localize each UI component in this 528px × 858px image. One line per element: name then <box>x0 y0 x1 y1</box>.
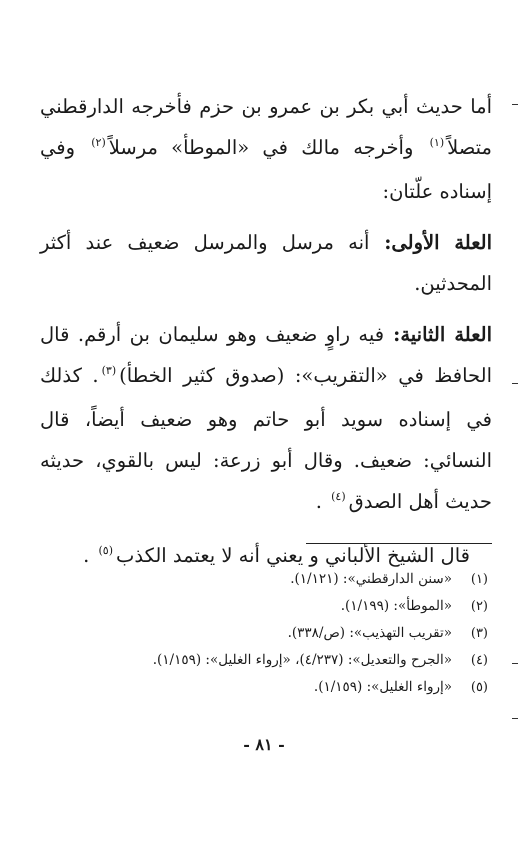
footnote <box>40 674 492 701</box>
footnote-number: (١) <box>470 572 488 587</box>
margin-mark <box>512 104 518 105</box>
footnote-text: «تقريب التهذيب»: (ص/٣٣٨). <box>287 625 452 641</box>
footnote <box>40 647 492 674</box>
page-number: - ٨١ - <box>243 735 285 754</box>
paragraph-text: فيه راوٍ ضعيف وهو سليمان بن أرقم. قال الحافظ في «التقريب»: (صدوق كثير الخطأ) <box>40 323 492 387</box>
margin-mark <box>512 718 518 719</box>
paragraph-text: وفي إسناده علّتان: <box>40 136 492 203</box>
margin-mark <box>512 663 518 664</box>
footnote-text: «إرواء الغليل»: (١/١٥٩). <box>313 679 452 695</box>
paragraph-text: . كذلك في إسناده سويد أبو حاتم وهو ضعيف أيضاً، قال النسائي: ضعيف. وقال أبو زرعة: ليس بالقوي، حديثه حديث أهل الصدق <box>40 364 492 513</box>
paragraph-gap <box>40 304 492 314</box>
footnote-text: «الجرح والتعديل»: (٤/٢٣٧)، «إرواء الغليل»: (١/١٥٩). <box>152 652 452 668</box>
paragraph-text: أما حديث أبي بكر بن عمرو بن حزم فأخرجه الدارقطني متصلاً <box>40 95 492 159</box>
footnotes <box>40 566 492 701</box>
paragraph <box>40 314 492 525</box>
footnote-number: (٢) <box>470 599 488 614</box>
paragraph-text: وأخرجه مالك في «الموطأ» مرسلاً <box>108 136 427 159</box>
paragraph-gap <box>40 525 492 535</box>
paragraph-text: قال الشيخ الألباني و يعني أنه لا يعتمد الكذب <box>116 544 470 567</box>
paragraph-text: أنه مرسل والمرسل ضعيف عند أكثر المحدثين. <box>40 231 492 295</box>
paragraph <box>40 222 492 304</box>
footnote <box>40 566 492 593</box>
footnote-reference: (٤) <box>331 490 346 503</box>
footnote-number: (٤) <box>470 653 488 668</box>
section-heading: العلة الثانية: <box>384 323 493 346</box>
main-text <box>40 86 492 579</box>
footnote-reference: (١) <box>429 136 445 149</box>
footnote-number: (٣) <box>470 626 488 641</box>
footnote <box>40 593 492 620</box>
paragraph-text: . <box>315 490 329 513</box>
paragraph <box>40 86 492 212</box>
footnote-number: (٥) <box>470 680 488 695</box>
footnote-reference: (٣) <box>101 364 117 377</box>
footnote-reference: (٥) <box>98 544 113 557</box>
margin-mark <box>512 383 518 384</box>
paragraph-text: . <box>83 544 96 567</box>
paragraph-gap <box>40 212 492 222</box>
section-heading: العلة الأولى: <box>369 231 492 254</box>
footnote-separator <box>306 543 492 544</box>
footnote-text: «سنن الدارقطني»: (١/١٢١). <box>290 571 452 587</box>
footnote-text: «الموطأ»: (١/١٩٩). <box>340 598 452 614</box>
footnote-reference: (٢) <box>91 136 106 149</box>
footnote <box>40 620 492 647</box>
